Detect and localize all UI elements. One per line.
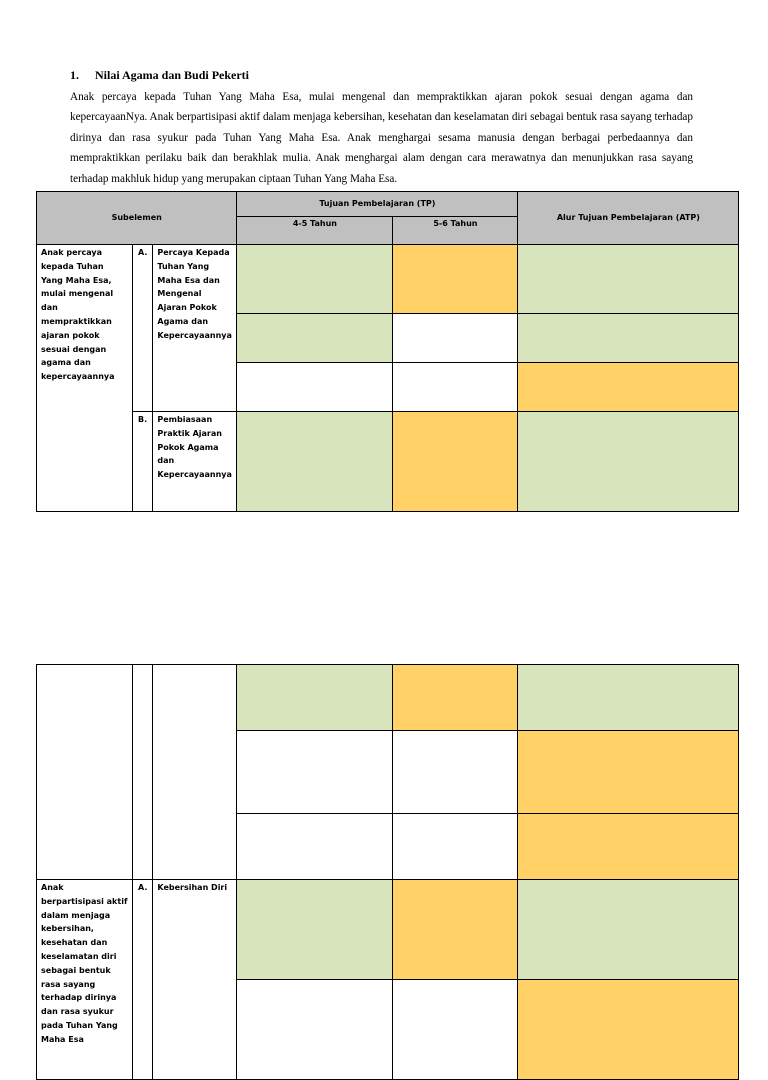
item-label [133,665,153,880]
item-label: A. [133,245,153,412]
tp-cell-4-5 [237,980,393,1080]
tp-cell-4-5 [237,314,393,363]
atp-cell [518,363,739,412]
tp-cell-4-5 [237,665,393,731]
header-age-4-5: 4-5 Tahun [237,217,393,245]
tp-cell-5-6 [393,412,518,512]
tp-cell-5-6 [393,314,518,363]
subelemen-cell: Anak berpartisipasi aktif dalam menjaga kebersihan, kesehatan dan keselamatan diri sebagai bentuk rasa sayang terhadap dirinya dan rasa syukur pada Tuhan Yang Maha Esa [37,880,133,1080]
tp-cell-4-5 [237,814,393,880]
section-title: Nilai Agama dan Budi Pekerti [95,68,250,82]
atp-cell [518,980,739,1080]
subelemen-cell [37,665,133,880]
tp-cell-5-6 [393,245,518,314]
atp-cell [518,412,739,512]
item-text: Kebersihan Diri [153,880,237,1080]
header-atp: Alur Tujuan Pembelajaran (ATP) [518,192,739,245]
item-label: B. [133,412,153,512]
item-text: Percaya Kepada Tuhan Yang Maha Esa dan Mengenal Ajaran Pokok Agama dan Kepercayaannya [153,245,237,412]
atp-cell [518,245,739,314]
atp-cell [518,314,739,363]
section-paragraph: Anak percaya kepada Tuhan Yang Maha Esa, mulai mengenal dan mempraktikkan ajaran pokok sesuai dengan agama dan kepercayaanNya. Anak berpartisipasi aktif dalam menjaga kebersihan, kesehatan dan keselamatan diri sebagai bentuk rasa sayang terhadap dirinya dan rasa syukur pada Tuhan Yang Maha Esa. Anak menghargai sesama manusia dengan berbagai perbedaannya dan mempraktikkan perilaku baik dan berakhlak mulia. Anak menghargai alam dengan cara merawatnya dan menunjukkan rasa sayang terhadap makhluk hidup yang merupakan ciptaan Tuhan Yang Maha Esa. [70,91,693,185]
tp-cell-5-6 [393,731,518,814]
tp-cell-5-6 [393,363,518,412]
tp-cell-4-5 [237,412,393,512]
header-subelemen: Subelemen [37,192,237,245]
tp-cell-4-5 [237,245,393,314]
item-label: A. [133,880,153,1080]
header-tp: Tujuan Pembelajaran (TP) [237,192,518,217]
section-heading [70,68,249,83]
item-text: Pembiasaan Praktik Ajaran Pokok Agama dan Kepercayaannya [153,412,237,512]
tp-cell-4-5 [237,731,393,814]
tp-cell-5-6 [393,814,518,880]
subelemen-cell: Anak percaya kepada Tuhan Yang Maha Esa, mulai mengenal dan mempraktikkan ajaran pokok sesuai dengan agama dan kepercayaannya [37,245,133,512]
tp-cell-5-6 [393,880,518,980]
tp-cell-5-6 [393,980,518,1080]
learning-objectives-table-continued [36,664,739,1080]
header-age-5-6: 5-6 Tahun [393,217,518,245]
atp-cell [518,665,739,731]
learning-objectives-table [36,191,739,512]
atp-cell [518,880,739,980]
atp-cell [518,731,739,814]
tp-cell-4-5 [237,363,393,412]
section-number: 1. [70,68,79,82]
tp-cell-4-5 [237,880,393,980]
tp-cell-5-6 [393,665,518,731]
atp-cell [518,814,739,880]
item-text [153,665,237,880]
